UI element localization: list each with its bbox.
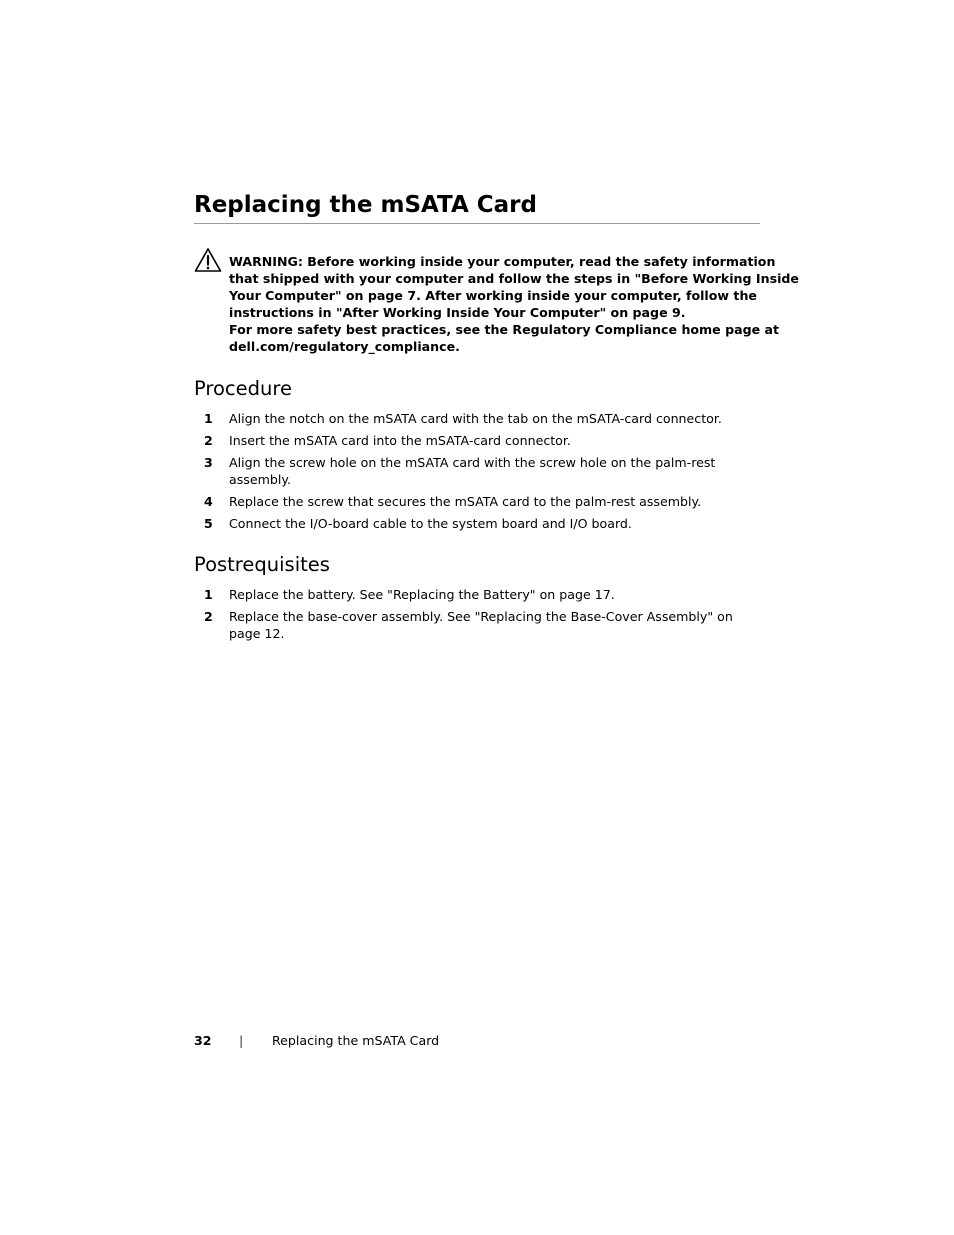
postrequisites-steps	[194, 586, 760, 647]
procedure-step-4	[194, 493, 760, 510]
procedure-steps	[194, 410, 760, 537]
page-number: 32	[194, 1033, 212, 1048]
warning-line: Your Computer" on page 7. After working inside your computer, follow the	[229, 288, 757, 303]
step-line: page 12.	[229, 626, 285, 641]
step-text	[229, 515, 760, 532]
procedure-step-5	[194, 515, 760, 532]
running-title: Replacing the mSATA Card	[272, 1033, 440, 1048]
procedure-step-3	[194, 454, 760, 488]
step-number: 5	[204, 516, 213, 531]
warning-text	[229, 253, 799, 355]
step-text	[229, 410, 760, 427]
step-number: 3	[204, 455, 213, 470]
title-rule	[194, 223, 760, 224]
postrequisite-step-2	[194, 608, 760, 642]
warning-line: that shipped with your computer and follow the steps in "Before Working Inside	[229, 271, 799, 286]
procedure-step-1	[194, 410, 760, 427]
warning-line: For more safety best practices, see the Regulatory Compliance home page at	[229, 322, 780, 337]
step-line: Align the screw hole on the mSATA card with the screw hole on the palm-rest	[229, 455, 716, 470]
step-line: Replace the battery. See "Replacing the Battery" on page 17.	[229, 587, 615, 602]
step-number: 2	[204, 609, 213, 624]
step-text	[229, 493, 760, 510]
chapter-title: Replacing the mSATA Card	[194, 192, 537, 218]
step-line: Connect the I/O-board cable to the system board and I/O board.	[229, 516, 632, 531]
step-text	[229, 608, 760, 642]
postrequisites-heading: Postrequisites	[194, 553, 330, 576]
step-text	[229, 454, 760, 488]
postrequisite-step-1	[194, 586, 760, 603]
step-text	[229, 432, 760, 449]
step-line: Align the notch on the mSATA card with the tab on the mSATA-card connector.	[229, 411, 722, 426]
step-number: 2	[204, 433, 213, 448]
warning-line: instructions in "After Working Inside Your Computer" on page 9.	[229, 305, 686, 320]
warning-triangle-icon	[194, 247, 222, 273]
warning-line: dell.com/regulatory_compliance.	[229, 339, 460, 354]
step-line: assembly.	[229, 472, 292, 487]
step-line: Replace the base-cover assembly. See "Replacing the Base-Cover Assembly" on	[229, 609, 733, 624]
step-number: 1	[204, 411, 213, 426]
step-line: Insert the mSATA card into the mSATA-card connector.	[229, 433, 571, 448]
procedure-step-2	[194, 432, 760, 449]
step-text	[229, 586, 760, 603]
step-line: Replace the screw that secures the mSATA card to the palm-rest assembly.	[229, 494, 702, 509]
step-number: 4	[204, 494, 213, 509]
procedure-heading: Procedure	[194, 377, 292, 400]
footer-separator: |	[239, 1033, 244, 1048]
step-number: 1	[204, 587, 213, 602]
warning-line: WARNING: Before working inside your computer, read the safety information	[229, 254, 776, 269]
